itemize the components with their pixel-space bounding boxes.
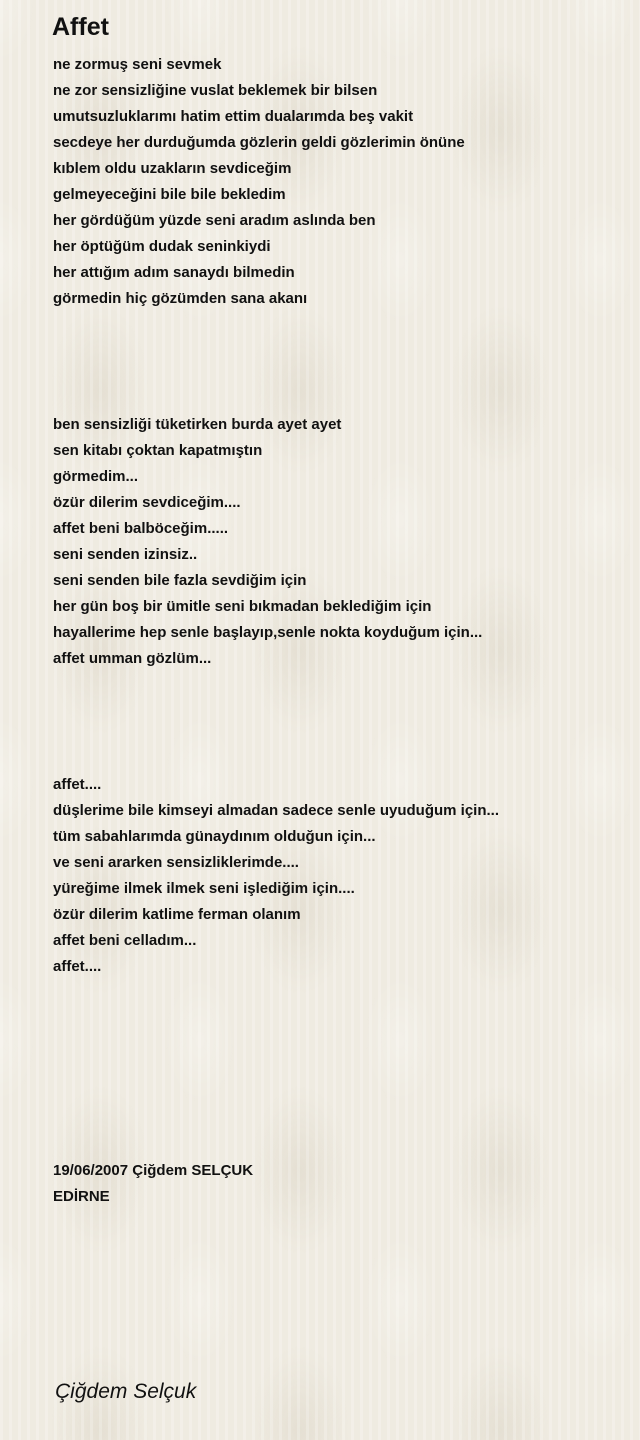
poem-line: umutsuzluklarımı hatim ettim dualarımda beş vakit [53, 108, 414, 125]
stanza-2 [53, 412, 613, 672]
poem-line: seni senden izinsiz.. [53, 546, 198, 563]
poem-line: ben sensizliği tüketirken burda ayet ayet [53, 416, 342, 433]
poem-signature [53, 1158, 613, 1210]
poem-line: her öptüğüm dudak seninkiydi [53, 238, 271, 255]
poem-line: ne zormuş seni sevmek [53, 56, 222, 73]
poem-line: her attığım adım sanaydı bilmedin [53, 264, 295, 281]
stanza-3 [53, 772, 613, 980]
poem-line: özür dilerim katlime ferman olanım [53, 906, 301, 923]
poem-line: ve seni ararken sensizliklerimde.... [53, 854, 299, 871]
poem-line: ne zor sensizliğine vuslat beklemek bir bilsen [53, 82, 378, 99]
signature-date-author: 19/06/2007 Çiğdem SELÇUK [53, 1162, 254, 1179]
poem-line: sen kitabı çoktan kapatmıştın [53, 442, 263, 459]
poem-line: affet beni balböceğim..... [53, 520, 229, 537]
author-name: Çiğdem Selçuk [55, 1380, 197, 1403]
poem-line: her gün boş bir ümitle seni bıkmadan beklediğim için [53, 598, 432, 615]
stanza-1 [53, 52, 613, 312]
poem-line: hayallerime hep senle başlayıp,senle nokta koyduğum için... [53, 624, 483, 641]
poem-line: affet umman gözlüm... [53, 650, 212, 667]
poem-line: affet.... [53, 776, 102, 793]
poem-line: gelmeyeceğini bile bile bekledim [53, 186, 286, 203]
poem-line: özür dilerim sevdiceğim.... [53, 494, 241, 511]
poem-line: secdeye her durduğumda gözlerin geldi gözlerimin önüne [53, 134, 465, 151]
poem-line: kıblem oldu uzakların sevdiceğim [53, 160, 292, 177]
poem-line: görmedin hiç gözümden sana akanı [53, 290, 308, 307]
poem-line: affet.... [53, 958, 102, 975]
poem-line: yüreğime ilmek ilmek seni işlediğim için.... [53, 880, 355, 897]
poem-line: affet beni celladım... [53, 932, 197, 949]
poem-line: tüm sabahlarımda günaydınım olduğun için... [53, 828, 376, 845]
poem-line: düşlerime bile kimseyi almadan sadece senle uyuduğum için... [53, 802, 500, 819]
poem-title: Affet [52, 13, 109, 41]
poem-line: seni senden bile fazla sevdiğim için [53, 572, 307, 589]
signature-place: EDİRNE [53, 1188, 110, 1205]
poem-line: görmedim... [53, 468, 139, 485]
poem-line: her gördüğüm yüzde seni aradım aslında ben [53, 212, 376, 229]
